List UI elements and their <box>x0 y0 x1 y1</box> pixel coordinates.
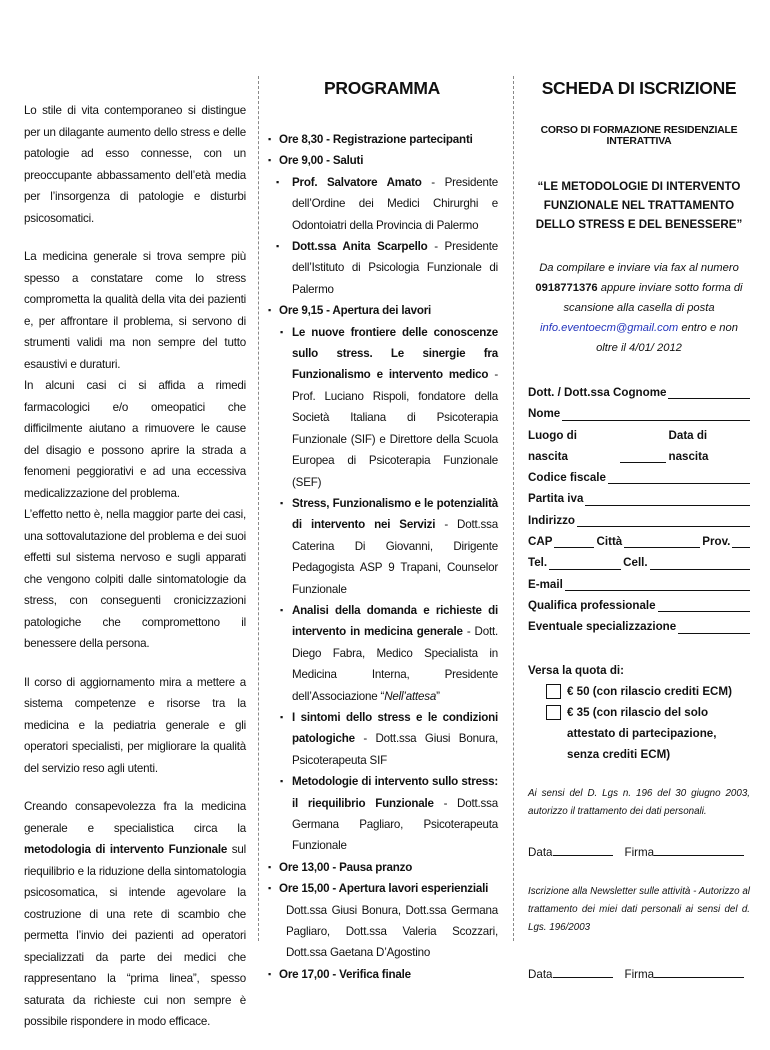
scheda-title: SCHEDA DI ISCRIZIONE <box>541 78 737 98</box>
schedule-item: ▪ Ore 9,00 - Saluti <box>266 150 498 171</box>
specializzazione-field[interactable] <box>678 619 750 634</box>
column-divider-left <box>258 76 259 941</box>
indirizzo-field[interactable] <box>577 512 750 527</box>
date-field[interactable] <box>553 841 613 856</box>
birthplace-field[interactable] <box>620 448 666 463</box>
talk-item: ▪ I sintomi dello stress e le condizioni patologiche - Dott.ssa Giusi Bonura, Psicoterapeuta SIF <box>266 707 498 771</box>
nome-field[interactable] <box>562 406 750 421</box>
privacy-consent: Ai sensi del D. Lgs n. 196 del 30 giugno 2003, autorizzo il trattamento dei dati personali. <box>528 787 750 817</box>
signature-field[interactable] <box>654 841 744 856</box>
speaker-item: ▪ Prof. Salvatore Amato - Presidente dell’Ordine dei Medici Chirurghi e Odontoiatri della Provincia di Palermo <box>266 172 498 236</box>
speaker-item: ▪ Dott.ssa Anita Scarpello - Presidente dell’Istituto di Psicologia Funzionale di Palermo <box>266 236 498 300</box>
intro-paragraph: La medicina generale si trova sempre più spesso a constatare come lo stress comprometta la qualità della vita dei pazienti e, per affrontare il problema, si servono di strumenti validi ma non sempre del tutto esaustivi e duraturi. <box>24 250 246 371</box>
intro-paragraph: Il corso di aggiornamento mira a mettere a sistema competenze e risorse tra la medicina e la pediatria generale e gli operatori specialisti, per migliorare la qualità del servizio reso agli utenti. <box>24 675 246 775</box>
citta-field[interactable] <box>624 533 700 548</box>
partita-iva-field[interactable] <box>585 491 750 506</box>
column-divider-right <box>513 76 514 941</box>
course-type: CORSO DI FORMAZIONE RESIDENZIALE INTERATTIVA <box>540 125 738 147</box>
talk-item: ▪ Analisi della domanda e richieste di intervento in medicina generale - Dott. Diego Fabra, Medico Specialista in Medicina Interna, Presidente dell’Associazione “Nell’attesa” <box>266 600 498 707</box>
schedule-item: ▪ Ore 8,30 - Registrazione partecipanti <box>266 129 498 150</box>
fax-number: 0918771376 <box>535 282 598 294</box>
intro-paragraph: In alcuni casi ci si affida a rimedi farmacologici e/o omeopatici che difficilmente aiutano a rimuovere le cause del disagio e possono aprire la strada a fenomeni peggiorativi e ad una eccessiva medicalizzazione del problema. <box>24 379 246 500</box>
codice-fiscale-field[interactable] <box>608 469 750 484</box>
talk-item: ▪ Stress, Funzionalismo e le potenzialità di intervento nei Servizi - Dott.ssa Caterina Di Giovanni, Dirigente Pedagogista ASP 9 Trapani, Counselor Funzionale <box>266 493 498 600</box>
schedule-item: ▪ Ore 17,00 - Verifica finale <box>266 964 498 985</box>
intro-paragraph: L’effetto netto è, nella maggior parte dei casi, una sottovalutazione del problema e dei suoi effetti sul sistema nervoso e sugli apparati che vengono colpiti dalle sintomatologie da stress, con conseguenti cronicizzazioni patologiche che compromettono il benessere della persona. <box>24 508 246 650</box>
cell-field[interactable] <box>650 555 750 570</box>
registration-form: Dott. / Dott.ssa Cognome Nome Luogo di nascita Data di nascita Codice fiscale Partita iva Indirizzo CAP Città Prov. Tel. Cell. E-mail Qualifica professionale Eventuale specializzazione <box>528 382 750 638</box>
schedule-item: ▪ Ore 9,15 - Apertura dei lavori <box>266 300 498 321</box>
qualifica-field[interactable] <box>658 597 750 612</box>
prov-field[interactable] <box>732 533 750 548</box>
intro-paragraph: Creando consapevolezza fra la medicina generale e specialistica circa la metodologia di intervento Funzionale sul riequilibrio e la riduzione della sintomatologia psicosomatica, si intende agevolare la costruzione di una rete di scambio che permetta l’invio dei pazienti ad operatori specializzati da parte dei medici che rappresentano la “prima linea”, spesso saturata da richieste cui non sempre è possibile rispondere in modo efficace. <box>24 800 246 1028</box>
cognome-field[interactable] <box>668 384 750 399</box>
email-link[interactable]: info.eventoecm@gmail.com <box>540 322 679 334</box>
programma-column <box>266 78 498 985</box>
fee-35-checkbox[interactable] <box>546 705 561 720</box>
email-field[interactable] <box>565 576 750 591</box>
course-title: “LE METODOLOGIE DI INTERVENTO FUNZIONALE NEL TRATTAMENTO DELLO STRESS E DEL BENESSERE” <box>535 180 743 231</box>
schedule-item: ▪ Ore 15,00 - Apertura lavori esperienziali <box>266 878 498 899</box>
programma-title: PROGRAMMA <box>324 78 440 98</box>
signature-field[interactable] <box>654 963 744 978</box>
fee-50-checkbox[interactable] <box>546 684 561 699</box>
registration-column <box>528 78 750 981</box>
signature-row: Data Firma <box>528 841 750 859</box>
newsletter-consent: Iscrizione alla Newsletter sulle attività - Autorizzo al trattamento dei miei dati personali ai sensi del d. Lgs. 196/2003 <box>528 885 750 933</box>
submission-info: Da compilare e inviare via fax al numero 0918771376 appure inviare sotto forma di scansione alla casella di posta info.eventoecm@gmail.com entro e non oltre il 4/01/ 2012 <box>535 262 743 354</box>
talk-item: ▪ Metodologie di intervento sullo stress: il riequilibrio Funzionale - Dott.ssa Germana Pagliaro, Psicoterapeuta Funzionale <box>266 771 498 857</box>
date-field[interactable] <box>553 963 613 978</box>
intro-paragraph: Lo stile di vita contemporaneo si distingue per un dilagante aumento dello stress e delle patologie ad esso connesse, con un preoccupante abbassamento dell’età media per l’insorgenza di patologie e disturbi psicosomatici. <box>24 104 246 225</box>
cap-field[interactable] <box>554 533 594 548</box>
tel-field[interactable] <box>549 555 621 570</box>
fee-section: Versa la quota di: € 50 (con rilascio crediti ECM) € 35 (con rilascio del solo attestato di partecipazione, senza crediti ECM) <box>528 663 732 761</box>
intro-column <box>24 100 246 1050</box>
signature-row: Data Firma <box>528 963 750 981</box>
talk-item: ▪ Le nuove frontiere delle conoscenze sullo stress. Le sinergie fra Funzionalismo e intervento medico - Prof. Luciano Rispoli, fondatore della Società Italiana di Psicoterapia Funzionale (SIF) e Direttore della Scuola Europea di Psicoterapia Funzionale (SEF) <box>266 322 498 493</box>
schedule-item: ▪ Ore 13,00 - Pausa pranzo <box>266 857 498 878</box>
workshop-speakers: Dott.ssa Giusi Bonura, Dott.ssa Germana Pagliaro, Dott.ssa Valeria Scozzari, Dott.ssa Gaetana D’Agostino <box>286 903 498 960</box>
